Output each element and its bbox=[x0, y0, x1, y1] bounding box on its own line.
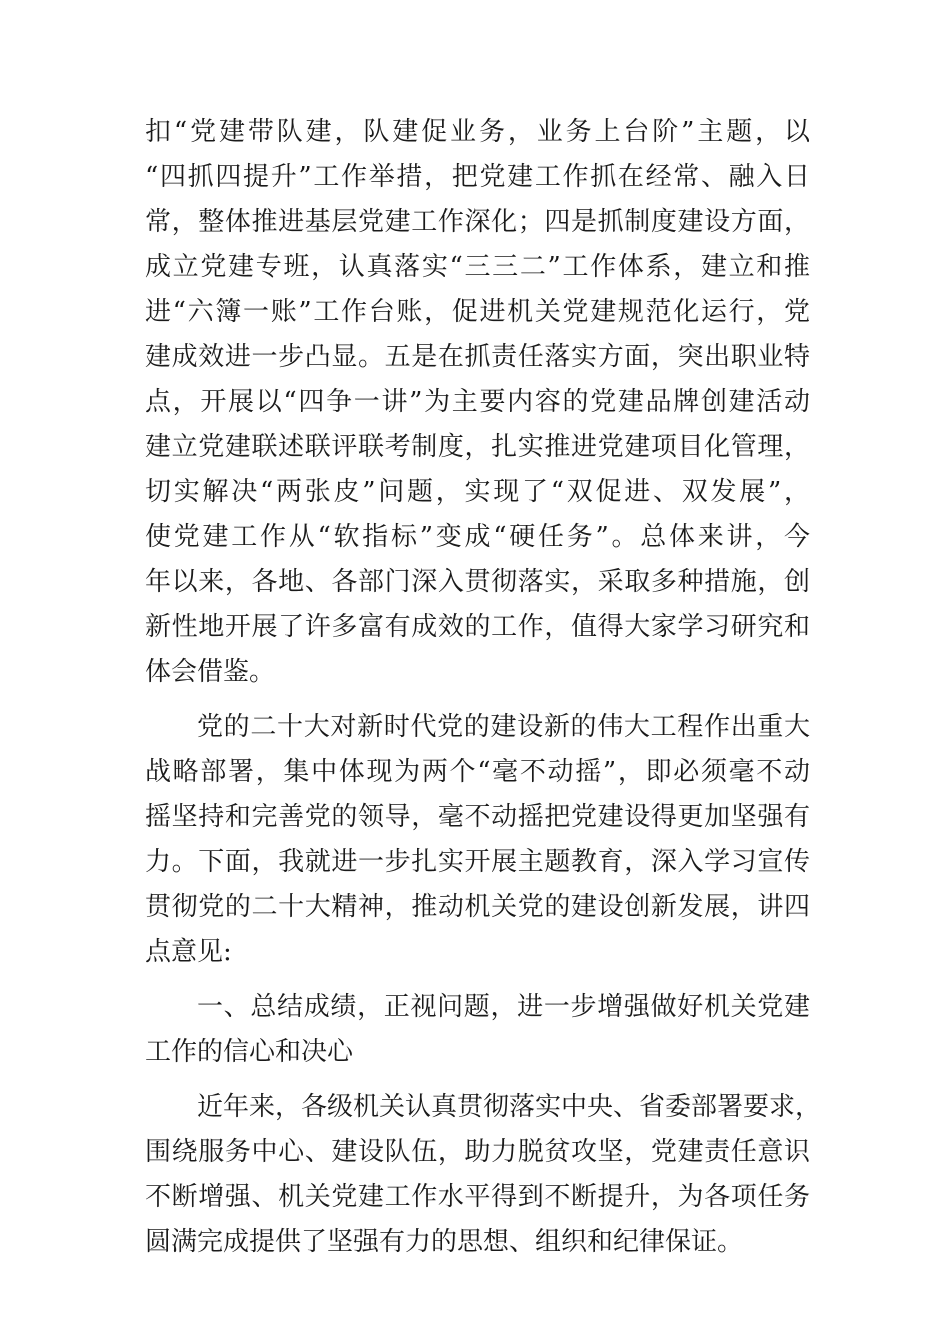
text-line: 进“六簿一账”工作台账，促进机关党建规范化运行，党 bbox=[145, 297, 810, 327]
text-line: 成立党建专班，认真落实“三三二”工作体系，建立和推 bbox=[145, 252, 810, 282]
text-line: 常，整体推进基层党建工作深化；四是抓制度建设方面， bbox=[145, 207, 810, 237]
text-line: 摇坚持和完善党的领导，毫不动摇把党建设得更加坚强有 bbox=[145, 802, 810, 832]
text-line: 点，开展以“四争一讲”为主要内容的党建品牌创建活动 bbox=[145, 387, 810, 417]
paragraph-2 bbox=[145, 705, 810, 975]
text-line: 新性地开展了许多富有成效的工作，值得大家学习研究和 bbox=[145, 612, 810, 642]
text-line: 体会借鉴。 bbox=[145, 657, 276, 687]
text-line: 力。下面，我就进一步扎实开展主题教育，深入学习宣传 bbox=[145, 847, 810, 877]
text-line: 年以来，各地、各部门深入贯彻落实，采取多种措施，创 bbox=[145, 567, 810, 597]
paragraph-4 bbox=[145, 1085, 822, 1265]
text-line: 使党建工作从“软指标”变成“硬任务”。总体来讲，今 bbox=[145, 522, 810, 552]
text-line: 近年来，各级机关认真贯彻落实中央、省委部署要求， bbox=[197, 1092, 822, 1122]
heading-line: 工作的信心和决心 bbox=[145, 1037, 354, 1067]
text-line: 贯彻党的二十大精神，推动机关党的建设创新发展，讲四 bbox=[145, 892, 810, 922]
text-line: 战略部署，集中体现为两个“毫不动摇”，即必须毫不动 bbox=[145, 757, 810, 787]
heading-line: 一、总结成绩，正视问题，进一步增强做好机关党建 bbox=[197, 992, 810, 1022]
paragraph-gap bbox=[145, 695, 810, 705]
text-line: 建立党建联述联评联考制度，扎实推进党建项目化管理， bbox=[145, 432, 810, 462]
text-line: 围绕服务中心、建设队伍，助力脱贫攻坚，党建责任意识 bbox=[145, 1137, 810, 1167]
text-line: 圆满完成提供了坚强有力的思想、组织和纪律保证。 bbox=[145, 1227, 744, 1257]
paragraph-gap bbox=[145, 1075, 810, 1085]
text-line: 点意见: bbox=[145, 937, 232, 967]
text-line: 扣“党建带队建，队建促业务，业务上台阶”主题，以 bbox=[145, 117, 810, 147]
text-line: “四抓四提升”工作举措，把党建工作抓在经常、融入日 bbox=[145, 162, 810, 192]
text-line: 切实解决“两张皮”问题，实现了“双促进、双发展”， bbox=[145, 477, 810, 507]
paragraph-1 bbox=[145, 110, 810, 695]
document-body bbox=[145, 110, 822, 1265]
paragraph-gap bbox=[145, 975, 810, 985]
section-heading-1 bbox=[145, 985, 810, 1075]
text-line: 不断增强、机关党建工作水平得到不断提升，为各项任务 bbox=[145, 1182, 810, 1212]
text-line: 建成效进一步凸显。五是在抓责任落实方面，突出职业特 bbox=[145, 342, 810, 372]
text-line: 党的二十大对新时代党的建设新的伟大工程作出重大 bbox=[197, 712, 810, 742]
